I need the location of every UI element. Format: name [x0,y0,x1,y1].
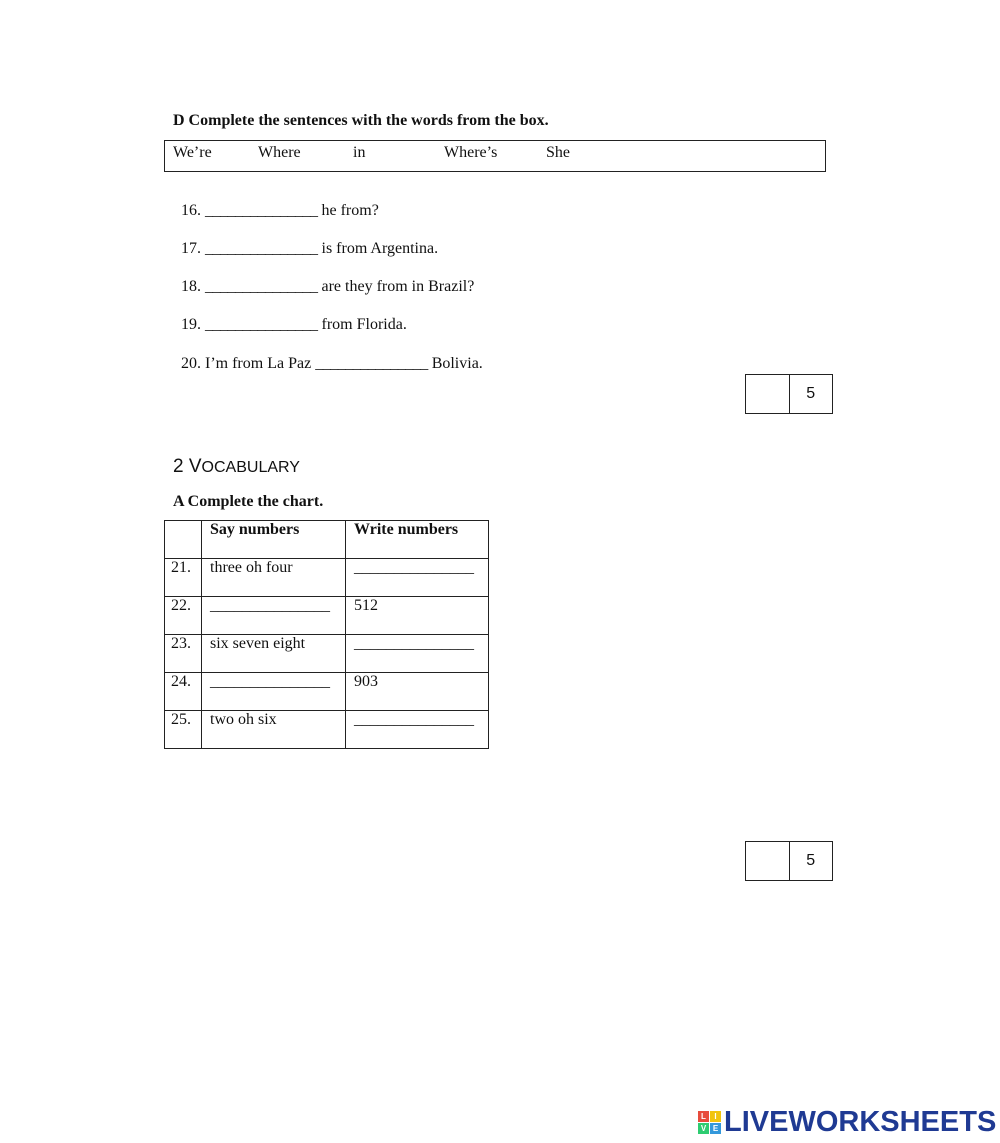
header-cell: Write numbers [346,521,489,559]
item-number: 20. [181,355,201,372]
item-number: 19. [181,316,201,333]
item-number: 16. [181,202,201,219]
say-cell[interactable] [202,597,346,635]
heading-rest: OCABULARY [201,459,300,476]
answer-blank[interactable]: _______________ [354,711,474,728]
say-cell: three oh four [202,559,346,597]
sentence-text: from Florida. [317,316,407,333]
table-row [165,559,489,597]
item-number: 18. [181,278,201,295]
heading-initial: V [188,456,202,477]
answer-blank[interactable]: _______________ [210,597,330,614]
say-cell: six seven eight [202,635,346,673]
answer-blank[interactable]: _______________ [354,635,474,652]
answer-blank[interactable]: _______________ [205,202,318,219]
answer-blank[interactable]: _______________ [205,278,318,295]
row-number: 21. [165,559,202,597]
answer-blank[interactable]: _______________ [205,316,318,333]
vocabulary-subtitle: A Complete the chart. [173,493,324,510]
word-box-item: Where [258,144,301,161]
logo-mark-icon [698,1111,721,1134]
sentence-text: he from? [317,202,379,219]
logo-tile: L [698,1111,709,1122]
answer-blank[interactable]: _______________ [354,559,474,576]
sentence-text: are they from in Brazil? [317,278,475,295]
score-input[interactable] [746,842,790,880]
table-row [165,711,489,749]
answer-blank[interactable]: _______________ [210,673,330,690]
score-box-vocabulary [745,841,833,881]
item-number: 17. [181,240,201,257]
sentence-20 [173,337,483,373]
score-input[interactable] [746,375,790,413]
sentence-18 [173,260,474,296]
word-box-item: We’re [173,144,212,161]
header-cell: Say numbers [202,521,346,559]
write-cell[interactable] [346,559,489,597]
sentence-17 [173,222,438,258]
say-cell[interactable] [202,673,346,711]
write-cell: 512 [346,597,489,635]
logo-text: LIVEWORKSHEETS [724,1106,997,1138]
score-total: 5 [806,385,816,402]
table-row [165,673,489,711]
word-box-item: She [546,144,570,161]
answer-blank[interactable]: _______________ [315,355,428,372]
logo-tile: E [710,1123,721,1134]
section-number: 2 [173,456,184,477]
logo-tile: I [710,1111,721,1122]
section-d-title: D Complete the sentences with the words from the box. [173,112,549,129]
numbers-chart [164,520,489,749]
sentence-16 [173,184,379,220]
liveworksheets-logo[interactable] [698,1106,996,1139]
write-cell: 903 [346,673,489,711]
row-number: 22. [165,597,202,635]
chart-header-row [165,521,489,559]
score-box-section-d [745,374,833,414]
logo-tile: V [698,1123,709,1134]
answer-blank[interactable]: _______________ [205,240,318,257]
row-number: 24. [165,673,202,711]
sentence-19 [173,298,407,334]
vocabulary-heading [173,456,300,478]
say-cell: two oh six [202,711,346,749]
sentence-text: Bolivia. [427,355,483,372]
table-row [165,597,489,635]
row-number: 23. [165,635,202,673]
word-box-item: Where’s [444,144,498,161]
row-number: 25. [165,711,202,749]
sentence-text: is from Argentina. [317,240,439,257]
write-cell[interactable] [346,711,489,749]
table-row [165,635,489,673]
header-cell [165,521,202,559]
sentence-text: I’m from La Paz [205,355,316,372]
score-total: 5 [806,852,816,869]
word-box-item: in [353,144,366,161]
write-cell[interactable] [346,635,489,673]
